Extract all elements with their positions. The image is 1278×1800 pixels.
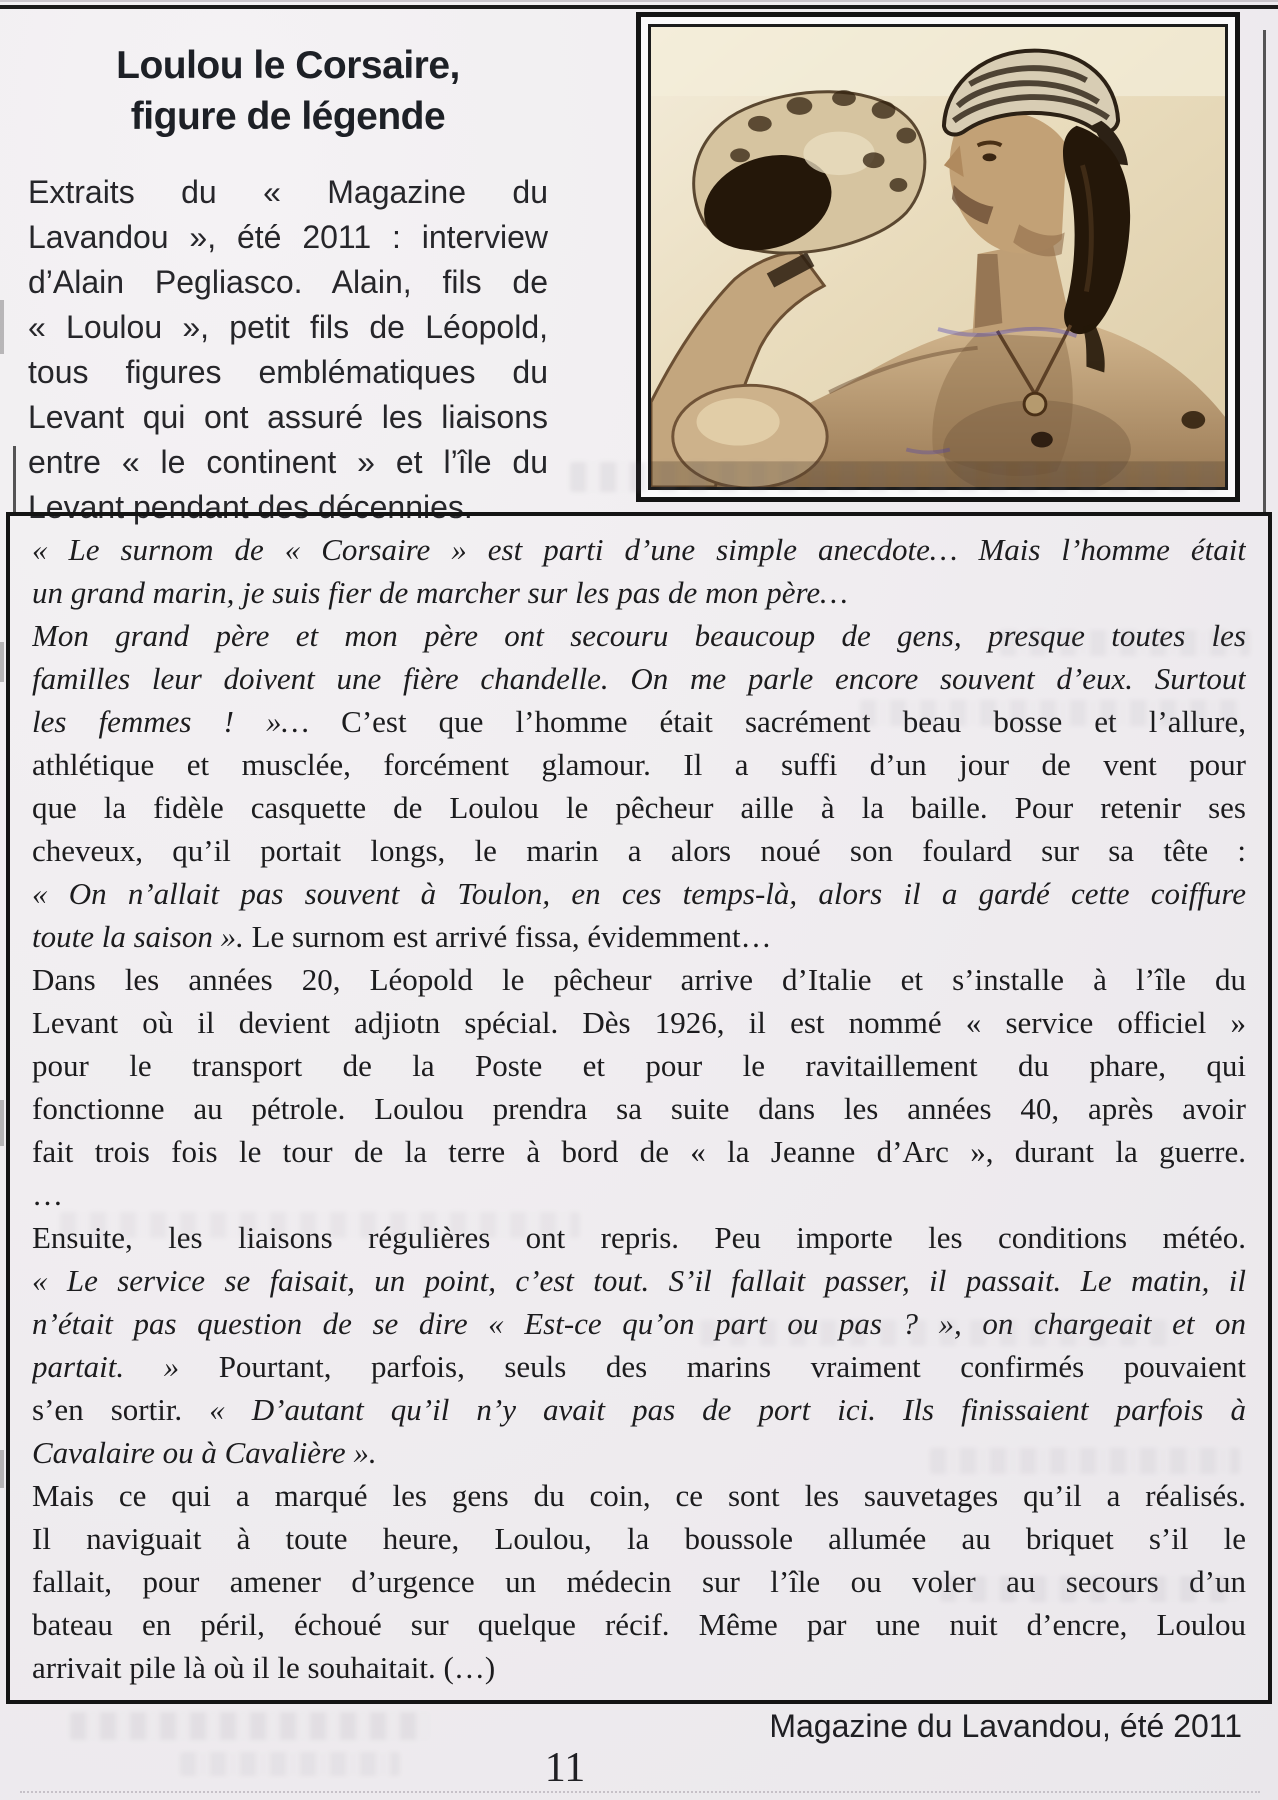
- body-text: Ensuite, les liaisons régulières ont repris. Peu importe les conditions météo.: [32, 1220, 1246, 1255]
- article-line: [32, 1044, 1246, 1087]
- quoted-speech-text: n’était pas question de se dire « Est-ce qu’on part ou pas ? », on chargeait et on: [32, 1306, 1246, 1341]
- photo-overexposed-band: [651, 27, 1225, 96]
- body-text: que la fidèle casquette de Loulou le pêcheur aille à la baille. Pour retenir ses: [32, 790, 1246, 825]
- article-line: [32, 1259, 1246, 1302]
- body-text: fait trois fois le tour de la terre à bord de « la Jeanne d’Arc », durant la guerre.: [32, 1134, 1246, 1169]
- quoted-speech-text: partait. »: [32, 1349, 219, 1384]
- article-line: [32, 657, 1246, 700]
- bleedthrough-artifact: [70, 1712, 430, 1740]
- article-line: [32, 872, 1246, 915]
- eye: [983, 153, 997, 161]
- quoted-speech-text: « Le surnom de « Corsaire » est parti d’une simple anecdote… Mais l’homme était: [32, 532, 1246, 567]
- article-line: [32, 1001, 1246, 1044]
- body-text: d’Alain Pegliasco. Alain, fils de: [28, 264, 548, 300]
- body-text: « Loulou », petit fils de Léopold,: [28, 309, 548, 345]
- article-line: [32, 571, 1246, 614]
- body-text: Mais ce qui a marqué les gens du coin, ce sont les sauvetages qu’il a réalisés.: [32, 1478, 1246, 1513]
- bleedthrough-artifact: [1000, 630, 1250, 656]
- article-line: [32, 1345, 1246, 1388]
- article-line: [32, 829, 1246, 872]
- article-line: [32, 1173, 1246, 1216]
- page-top-edge: [0, 0, 1278, 2]
- article-line: [32, 1646, 1246, 1689]
- article-line: [32, 1474, 1246, 1517]
- credit-line: Magazine du Lavandou, été 2011: [769, 1708, 1242, 1744]
- body-text: arrivait pile là où il le souhaitait. (…): [32, 1650, 496, 1685]
- quoted-speech-text: Cavalaire ou à Cavalière ».: [32, 1435, 377, 1470]
- article-line: [32, 743, 1246, 786]
- necklace-pendant: [1024, 393, 1046, 415]
- quoted-speech-text: les femmes ! »…: [32, 704, 342, 739]
- bleedthrough-artifact: [570, 462, 1230, 492]
- body-text: athlétique et musclée, forcément glamour. Il a suffi d’un jour de vent pour: [32, 747, 1246, 782]
- bleedthrough-artifact: [180, 1752, 400, 1776]
- bleedthrough-artifact: [700, 1320, 1180, 1346]
- body-text: s’en sortir.: [32, 1392, 210, 1427]
- scan-artifact-line: [13, 446, 16, 514]
- page-title-line2: figure de légende: [130, 95, 446, 138]
- quoted-speech-text: « On n’allait pas souvent à Toulon, en ces temps-là, alors il a gardé cette coiffure: [32, 876, 1246, 911]
- article-line: [32, 786, 1246, 829]
- body-text: C’est que l’homme était sacrément beau bosse et l’allure,: [341, 704, 1246, 739]
- article-header: [28, 40, 548, 530]
- scan-speck: [0, 300, 4, 354]
- body-text: entre « le continent » et l’île du: [28, 444, 548, 480]
- body-text: tous figures emblématiques du: [28, 354, 548, 390]
- quoted-speech-text: familles leur doivent une fière chandelle. On me parle encore souvent d’eux. Surtout: [32, 661, 1246, 696]
- loulou-photo: [648, 24, 1228, 490]
- quoted-speech-text: « D’autant qu’il n’y avait pas de port ici. Ils finissaient parfois à: [209, 1392, 1246, 1427]
- bleedthrough-artifact: [60, 1212, 580, 1238]
- body-text: Il naviguait à toute heure, Loulou, la boussole allumée au briquet s’il le: [32, 1521, 1246, 1556]
- nipple: [1031, 432, 1053, 448]
- body-text: Pourtant, parfois, seuls des marins vraiment confirmés pouvaient: [218, 1349, 1246, 1384]
- body-text: Dans les années 20, Léopold le pêcheur arrive d’Italie et s’installe à l’île du: [32, 962, 1246, 997]
- body-text: Levant où il devient adjiotn spécial. Dès 1926, il est nommé « service officiel »: [32, 1005, 1246, 1040]
- intro-line: [28, 260, 548, 305]
- body-text: pour le transport de la Poste et pour le ravitaillement du phare, qui: [32, 1048, 1246, 1083]
- intro-line: [28, 305, 548, 350]
- body-text: bateau en péril, échoué sur quelque récif. Même par une nuit d’encre, Loulou: [32, 1607, 1246, 1642]
- intro-line: [28, 395, 548, 440]
- page-title: [28, 40, 548, 142]
- body-text: fonctionne au pétrole. Loulou prendra sa suite dans les années 40, après avoir: [32, 1091, 1246, 1126]
- article-line: [32, 1603, 1246, 1646]
- body-text: …: [32, 1177, 63, 1212]
- quoted-speech-text: toute la saison ».: [32, 919, 252, 954]
- article-line: [32, 958, 1246, 1001]
- article-line: [32, 915, 1246, 958]
- article-line: [32, 1517, 1246, 1560]
- quoted-speech-text: un grand marin, je suis fier de marcher sur les pas de mon père…: [32, 575, 848, 610]
- page-right-edge-line: [1263, 30, 1266, 512]
- bicep-highlight: [697, 398, 780, 445]
- body-text: Lavandou », été 2011 : interview: [28, 219, 548, 255]
- quoted-speech-text: Mon grand père et mon père ont secouru beaucoup de gens, presque toutes les: [32, 618, 1246, 653]
- scan-speck: [0, 1100, 4, 1146]
- intro-line: [28, 350, 548, 395]
- bottom-edge-line: [20, 1791, 1260, 1793]
- intro-line: [28, 170, 548, 215]
- neck-shadow: [975, 254, 1003, 328]
- shell-highlight: [803, 132, 874, 175]
- body-text: Levant qui ont assuré les liaisons: [28, 399, 548, 435]
- scan-speck: [0, 1450, 4, 1488]
- body-text: cheveux, qu’il portait longs, le marin a alors noué son foulard sur sa tête :: [32, 833, 1246, 868]
- nipple: [1181, 411, 1205, 429]
- photo-frame: [636, 12, 1240, 502]
- quoted-speech-text: « Le service se faisait, un point, c’est tout. S’il fallait passer, il passait. Le matin, il: [32, 1263, 1246, 1298]
- page-number: 11: [544, 1745, 586, 1791]
- top-rule-line: [0, 5, 1278, 9]
- article-line: [32, 528, 1246, 571]
- body-text: Levant pendant des décennies.: [28, 489, 473, 525]
- bleedthrough-artifact: [930, 1448, 1240, 1474]
- bleedthrough-artifact: [860, 700, 1240, 726]
- body-text: Le surnom est arrivé fissa, évidemment…: [251, 919, 772, 954]
- scan-speck: [0, 642, 4, 682]
- article-line: [32, 1130, 1246, 1173]
- body-text: Extraits du « Magazine du: [28, 174, 548, 210]
- intro-line: [28, 440, 548, 485]
- page-title-line1: Loulou le Corsaire,: [116, 44, 460, 87]
- bleedthrough-artifact: [940, 1576, 1240, 1602]
- intro-paragraph: [28, 170, 548, 530]
- article-line: [32, 1087, 1246, 1130]
- intro-line: [28, 215, 548, 260]
- loulou-photo-illustration: [651, 27, 1225, 487]
- article-line: [32, 1388, 1246, 1431]
- article-box: [6, 512, 1272, 1704]
- body-text: fallait, pour amener d’urgence un médecin sur l’île ou voler au secours d’un: [32, 1564, 1246, 1599]
